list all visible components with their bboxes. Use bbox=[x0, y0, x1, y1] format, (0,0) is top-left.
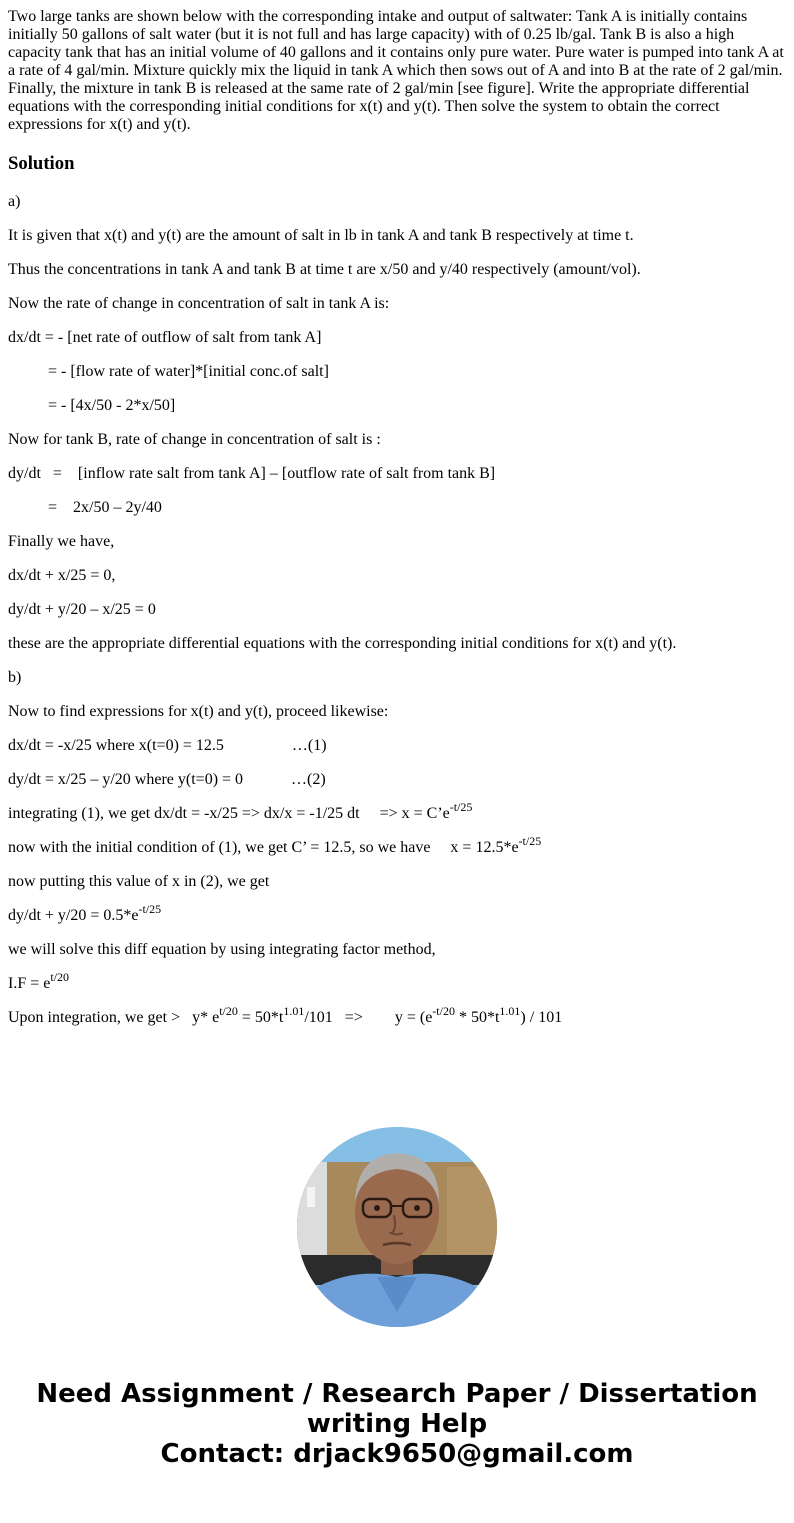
tank-a-rate-intro: Now the rate of change in concentration of salt in tank A is: bbox=[8, 295, 390, 312]
integration-result-line bbox=[8, 1003, 786, 1027]
integration-exponent-1: t/20 bbox=[219, 1003, 238, 1018]
part-a-label: a) bbox=[8, 193, 21, 210]
integration-text-1: Upon integration, we get > y* e bbox=[8, 1009, 220, 1026]
final-eq-1: dx/dt + x/25 = 0, bbox=[8, 567, 116, 584]
part-b-intro: Now to find expressions for x(t) and y(t), proceed likewise: bbox=[8, 703, 389, 720]
dydt-line-2: = 2x/50 – 2y/40 bbox=[48, 499, 162, 516]
integration-text-4: * 50*t bbox=[454, 1009, 500, 1026]
integrating-text: integrating (1), we get dx/dt = -x/25 => dx/x = -1/25 dt => x = C’e bbox=[8, 805, 450, 822]
final-eq-2: dy/dt + y/20 – x/25 = 0 bbox=[8, 601, 156, 618]
integrating-line bbox=[8, 799, 786, 823]
question-text: Two large tanks are shown below with the corresponding intake and output of saltwater: Tank A is initially contains initially 50 gallons of salt water (but it is not full and has large capacity) with of 0.25 lb/gal. Tank B is also a high capacity tank that has an initial volume of 40 gallons and it contains only pure water. Pure water is pumped into tank A at a rate of 4 gal/min. Mixture quickly mix the liquid in tank A which then sows out of A and into B at the rate of 2 gal/min. Finally, the mixture in tank B is released at the same rate of 2 gal/min [see figure]. Write the appropriate differential equations with the corresponding initial conditions for x(t) and y(t). Then solve the system to obtain the correct expressions for x(t) and y(t). bbox=[8, 8, 784, 133]
dydt-line-1: dy/dt = [inflow rate salt from tank A] – [outflow rate of salt from tank B] bbox=[8, 465, 496, 482]
equation-1: dx/dt = -x/25 where x(t=0) = 12.5 …(1) bbox=[8, 737, 327, 754]
part-a-conclusion: these are the appropriate differential equations with the corresponding initial conditions for x(t) and y(t). bbox=[8, 635, 677, 652]
integration-exponent-3: -t/20 bbox=[432, 1003, 455, 1018]
author-photo bbox=[297, 1127, 497, 1327]
method-line: we will solve this diff equation by using integrating factor method, bbox=[8, 941, 436, 958]
integration-exponent-2: 1.01 bbox=[283, 1003, 305, 1018]
concentration-statement: Thus the concentrations in tank A and tank B at time t are x/50 and y/40 respectively (amount/vol). bbox=[8, 261, 641, 278]
integration-text-5: ) / 101 bbox=[520, 1009, 563, 1026]
integrating-exponent: -t/25 bbox=[449, 799, 473, 814]
footer-line-2: writing Help bbox=[306, 1409, 488, 1439]
solution-heading: Solution bbox=[8, 153, 75, 174]
dy-equation-exponent: -t/25 bbox=[138, 901, 162, 916]
dy-equation-line bbox=[8, 901, 786, 925]
given-statement: It is given that x(t) and y(t) are the amount of salt in lb in tank A and tank B respectively at time t. bbox=[8, 227, 634, 244]
contact-footer bbox=[0, 1379, 794, 1469]
equation-2: dy/dt = x/25 – y/20 where y(t=0) = 0 …(2) bbox=[8, 771, 326, 788]
integration-text-2: = 50*t bbox=[237, 1009, 284, 1026]
initial-condition-text: now with the initial condition of (1), we get C’ = 12.5, so we have x = 12.5*e bbox=[8, 839, 519, 856]
integrating-factor-line bbox=[8, 969, 786, 993]
integration-exponent-4: 1.01 bbox=[499, 1003, 521, 1018]
footer-line-1: Need Assignment / Research Paper / Dissertation bbox=[36, 1379, 758, 1409]
putting-line: now putting this value of x in (2), we get bbox=[8, 873, 270, 890]
tank-b-rate-intro: Now for tank B, rate of change in concentration of salt is : bbox=[8, 431, 381, 448]
dxdt-line-1: dx/dt = - [net rate of outflow of salt from tank A] bbox=[8, 329, 322, 346]
initial-condition-line bbox=[8, 833, 786, 857]
footer-contact: Contact: drjack9650@gmail.com bbox=[160, 1439, 634, 1469]
initial-condition-exponent: -t/25 bbox=[518, 833, 542, 848]
dxdt-line-2: = - [flow rate of water]*[initial conc.of salt] bbox=[48, 363, 329, 380]
author-portrait-icon bbox=[297, 1127, 497, 1327]
integrating-factor-exponent: t/20 bbox=[50, 969, 70, 984]
finally-intro: Finally we have, bbox=[8, 533, 115, 550]
part-b-label: b) bbox=[8, 669, 22, 686]
dy-equation-text: dy/dt + y/20 = 0.5*e bbox=[8, 907, 139, 924]
dxdt-line-3: = - [4x/50 - 2*x/50] bbox=[48, 397, 176, 414]
photo-container bbox=[0, 1127, 794, 1327]
integrating-factor-text: I.F = e bbox=[8, 975, 51, 992]
integration-text-3: /101 => y = (e bbox=[304, 1009, 433, 1026]
